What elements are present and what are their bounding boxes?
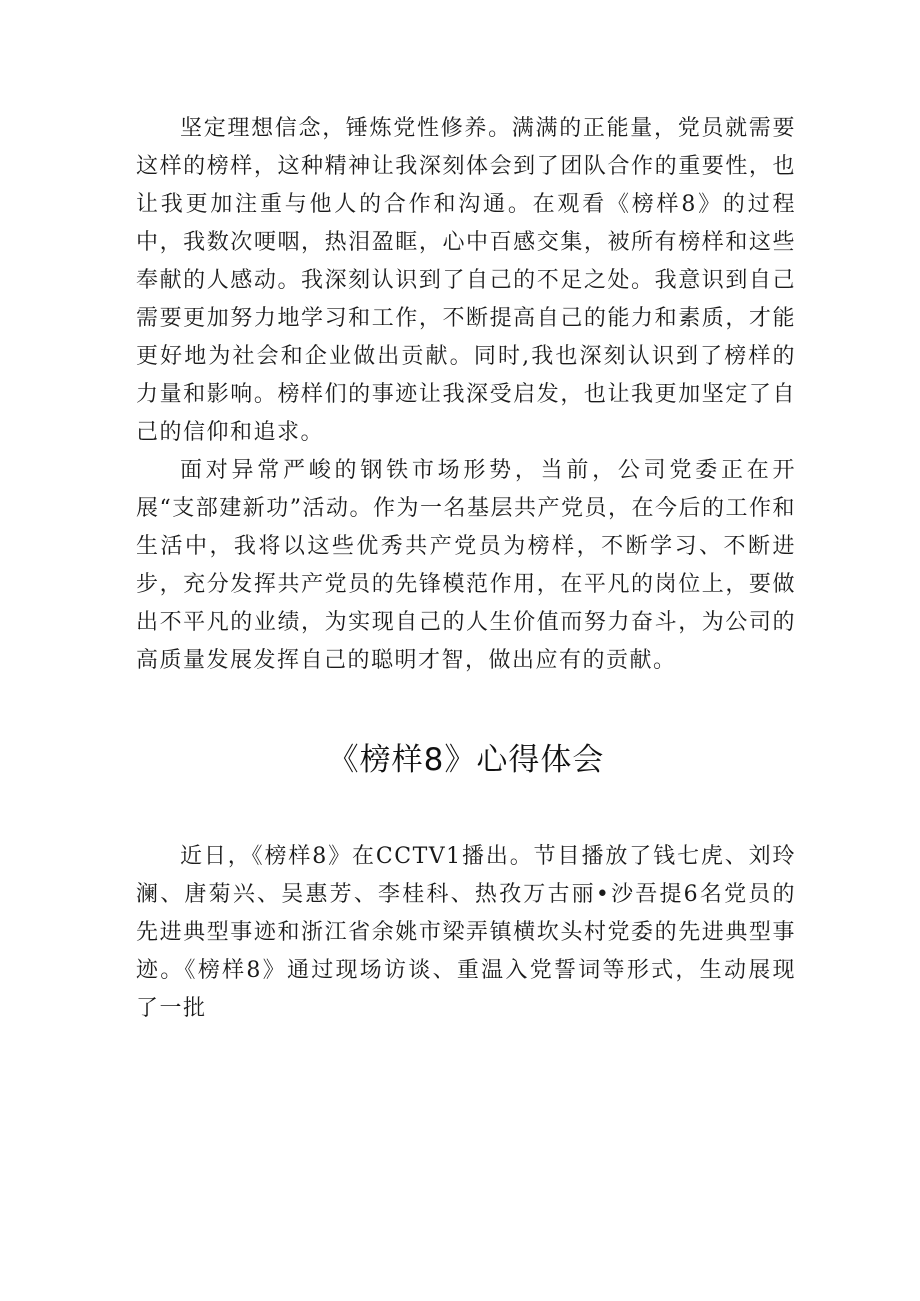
section-heading: 《榜样8》心得体会 <box>327 742 605 778</box>
paragraph-2: 面对异常严峻的钢铁市场形势，当前，公司党委正在开展“支部建新功”活动。作为一名基层共产党员，在今后的工作和生活中，我将以这些优秀共产党员为榜样，不断学习、不断进步，充分发挥共产党员的先锋模范作用，在平凡的岗位上，要做出不平凡的业绩，为实现自己的人生价值而努力奋斗，为公司的高质量发展发挥自己的聪明才智，做出应有的贡献。 <box>136 458 796 673</box>
document-body <box>136 110 796 1028</box>
paragraph-3: 近日，《榜样8》在CCTV1播出。节目播放了钱七虎、刘玲澜、唐菊兴、吴惠芳、李桂科、热孜万古丽•沙吾提6名党员的先进典型事迹和浙江省余姚市梁弄镇横坎头村党委的先进典型事迹。《榜样8》通过现场访谈、重温入党誓词等形式，生动展现了一批 <box>136 844 796 1021</box>
paragraph-1: 坚定理想信念，锤炼党性修养。满满的正能量，党员就需要这样的榜样，这种精神让我深刻体会到了团队合作的重要性，也让我更加注重与他人的合作和沟通。在观看《榜样8》的过程中，我数次哽咽，热泪盈眶，心中百感交集，被所有榜样和这些奉献的人感动。我深刻认识到了自己的不足之处。我意识到自己需要更加努力地学习和工作，不断提高自己的能力和素质，才能更好地为社会和企业做出贡献。同时,我也深刻认识到了榜样的力量和影响。榜样们的事迹让我深受启发，也让我更加坚定了自己的信仰和追求。 <box>136 116 796 445</box>
